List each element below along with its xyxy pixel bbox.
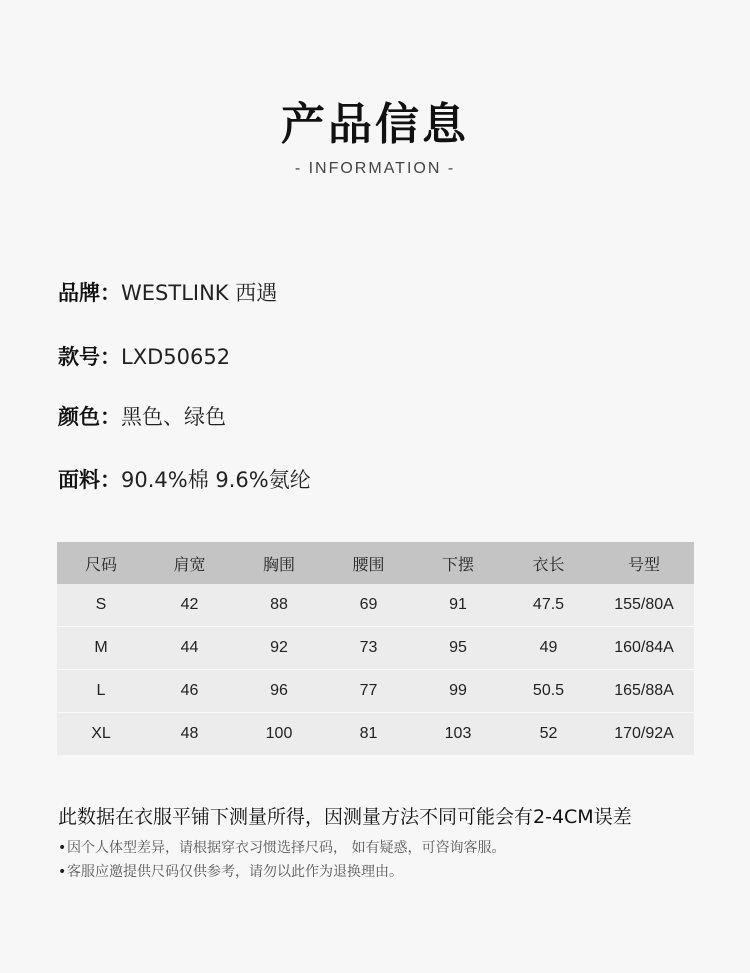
- page-subtitle: - INFORMATION -: [294, 160, 456, 177]
- table-cell: 155/80A: [594, 584, 694, 627]
- style-no-value: LXD50652: [121, 345, 231, 369]
- color-value: 黑色、绿色: [121, 405, 226, 429]
- table-cell: 88: [234, 584, 324, 627]
- color-label: 颜色：: [58, 405, 121, 429]
- table-header-row: [57, 542, 694, 584]
- size-table: [57, 542, 694, 755]
- table-cell: XL: [57, 713, 145, 756]
- column-header: 衣长: [503, 542, 594, 584]
- table-cell: 73: [324, 627, 413, 670]
- column-header: 尺码: [57, 542, 145, 584]
- table-row: [57, 584, 694, 627]
- column-header: 胸围: [234, 542, 324, 584]
- table-cell: 50.5: [503, 670, 594, 713]
- table-cell: 48: [145, 713, 234, 756]
- table-cell: 52: [503, 713, 594, 756]
- table-row: [57, 627, 694, 670]
- table-cell: 95: [413, 627, 503, 670]
- table-cell: 170/92A: [594, 713, 694, 756]
- note-bullet-text: 客服应邀提供尺码仅供参考，请勿以此作为退换理由。: [67, 864, 403, 880]
- table-cell: 47.5: [503, 584, 594, 627]
- style-no-label: 款号：: [58, 345, 121, 369]
- table-cell: 92: [234, 627, 324, 670]
- table-cell: S: [57, 584, 145, 627]
- bullet-dot-icon: •: [58, 840, 67, 856]
- table-cell: 42: [145, 584, 234, 627]
- column-header: 号型: [594, 542, 694, 584]
- fabric-row: [58, 464, 718, 494]
- table-cell: 103: [413, 713, 503, 756]
- note-bullet: [58, 837, 505, 857]
- table-cell: 81: [324, 713, 413, 756]
- table-cell: 96: [234, 670, 324, 713]
- table-cell: 160/84A: [594, 627, 694, 670]
- brand-row: [58, 277, 718, 307]
- table-cell: 44: [145, 627, 234, 670]
- color-row: [58, 401, 718, 431]
- table-cell: 91: [413, 584, 503, 627]
- table-cell: 49: [503, 627, 594, 670]
- table-cell: M: [57, 627, 145, 670]
- table-cell: L: [57, 670, 145, 713]
- table-row: [57, 713, 694, 756]
- table-cell: 46: [145, 670, 234, 713]
- table-cell: 100: [234, 713, 324, 756]
- measurement-note: 此数据在衣服平铺下测量所得，因测量方法不同可能会有2-4CM误差: [58, 806, 632, 828]
- column-header: 肩宽: [145, 542, 234, 584]
- style-no-row: [58, 341, 718, 371]
- fabric-value: 90.4%棉 9.6%氨纶: [121, 468, 311, 492]
- table-cell: 165/88A: [594, 670, 694, 713]
- table-cell: 69: [324, 584, 413, 627]
- note-bullet: [58, 861, 403, 881]
- column-header: 下摆: [413, 542, 503, 584]
- table-cell: 99: [413, 670, 503, 713]
- table-row: [57, 670, 694, 713]
- brand-label: 品牌：: [58, 281, 121, 305]
- column-header: 腰围: [324, 542, 413, 584]
- page-title: 产品信息: [281, 99, 469, 150]
- brand-value: WESTLINK 西遇: [121, 281, 278, 305]
- note-bullet-text: 因个人体型差异，请根据穿衣习惯选择尺码， 如有疑惑，可咨询客服。: [67, 840, 506, 856]
- table-cell: 77: [324, 670, 413, 713]
- fabric-label: 面料：: [58, 468, 121, 492]
- bullet-dot-icon: •: [58, 864, 67, 880]
